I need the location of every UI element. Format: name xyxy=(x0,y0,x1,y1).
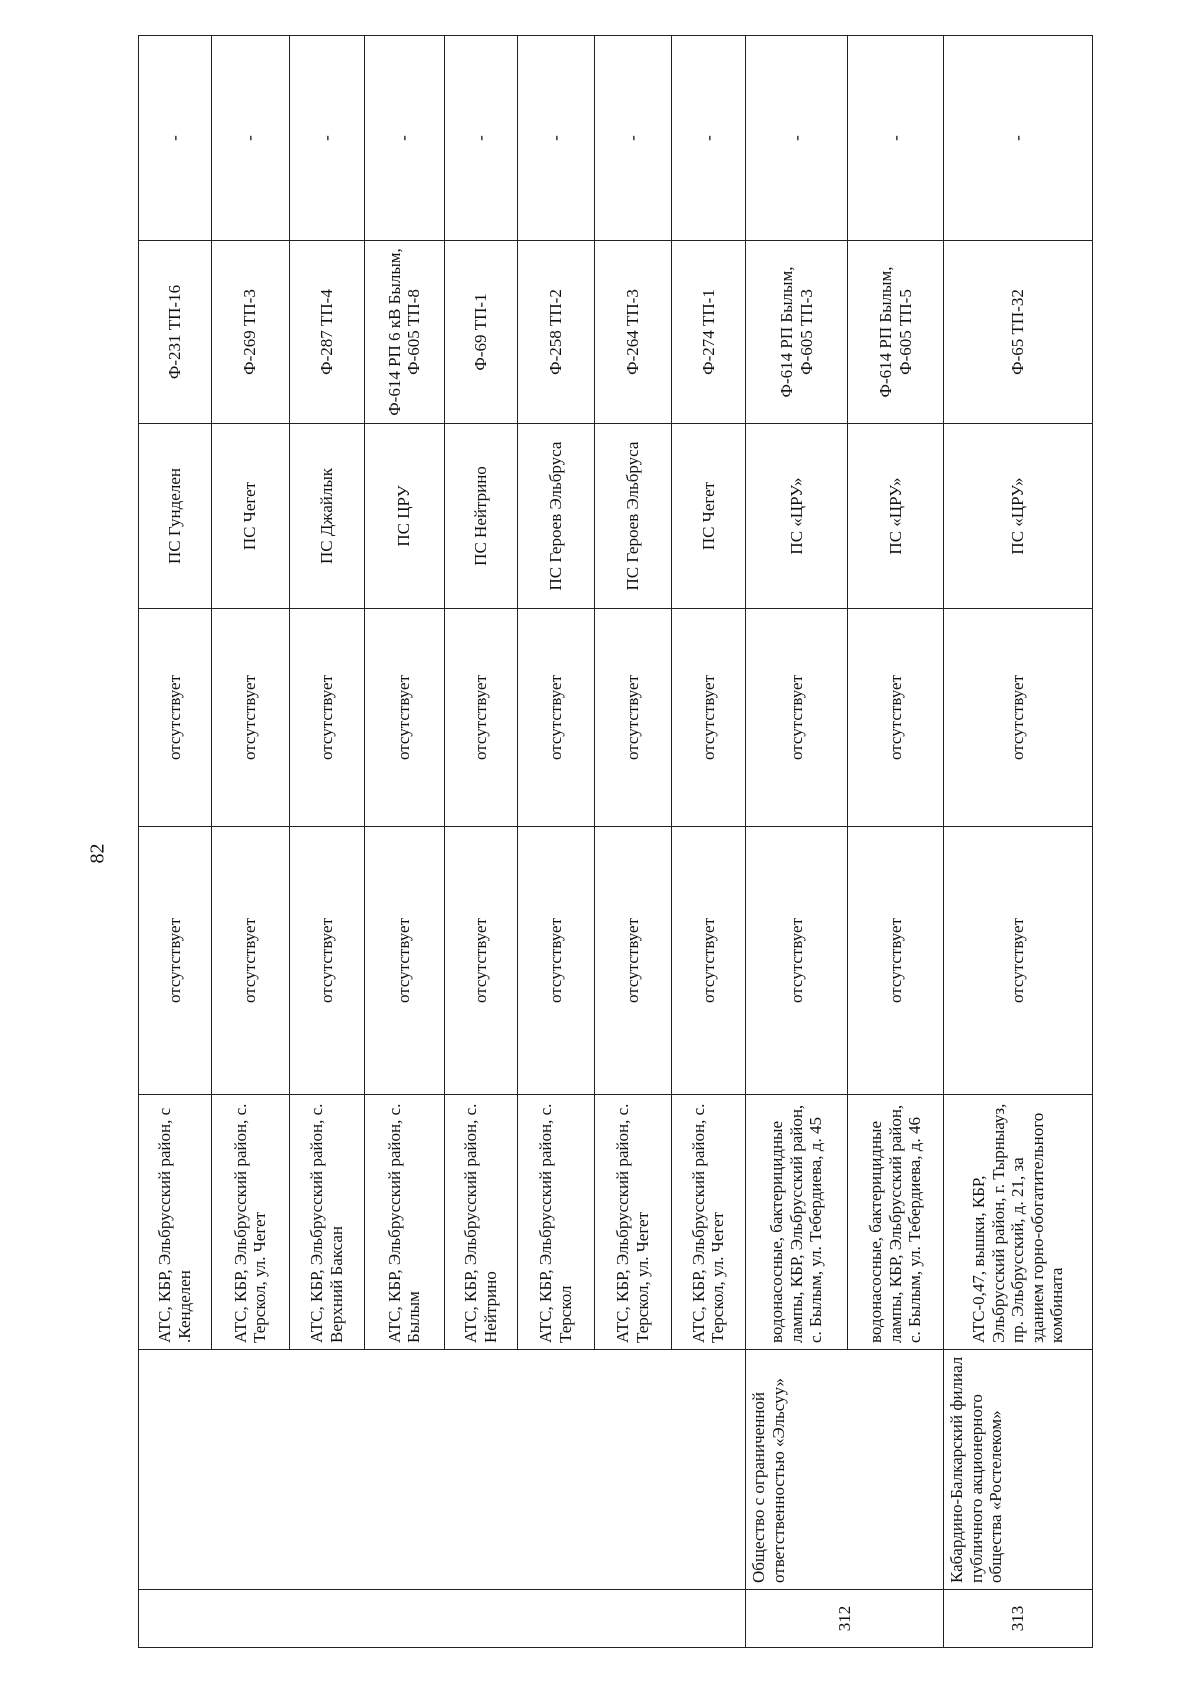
organization-cell: Общество с ограниченной ответственностью «Эльсуу» xyxy=(746,1350,944,1590)
feeder-cell: Ф-264 ТП-3 xyxy=(594,241,671,424)
feeder-cell: Ф-614 РП Былым, Ф-605 ТП-3 xyxy=(746,241,848,424)
address-cell: АТС-0,47, вышки, КБР, Эльбрусский район, г. Тырныауз, пр. Эльбрусский, д. 21, за зданием горно-обогатительного комбината xyxy=(944,1095,1093,1350)
feeder-cell: Ф-614 РП Былым, Ф-605 ТП-5 xyxy=(848,241,944,424)
dash-cell: - xyxy=(289,36,364,241)
data-table xyxy=(138,35,1093,1648)
address-cell: водонасосные, бактерицидные лампы, КБР, Эльбрусский район, с. Былым, ул. Тебердиева, д. 45 xyxy=(746,1095,848,1350)
dash-cell: - xyxy=(944,36,1093,241)
status-cell: отсутствует xyxy=(746,609,848,827)
table-row xyxy=(746,36,848,1648)
status-cell: отсутствует xyxy=(444,609,517,827)
status-cell: отсутствует xyxy=(211,609,289,827)
dash-cell: - xyxy=(211,36,289,241)
status-cell: отсутствует xyxy=(444,827,517,1095)
dash-cell: - xyxy=(517,36,594,241)
substation-cell: ПС ЦРУ xyxy=(364,424,444,609)
substation-cell: ПС Джайлык xyxy=(289,424,364,609)
dash-cell: - xyxy=(671,36,746,241)
table-row xyxy=(944,36,1093,1648)
feeder-cell: Ф-231 ТП-16 xyxy=(139,241,212,424)
status-cell: отсутствует xyxy=(944,827,1093,1095)
organization-cell xyxy=(139,1350,746,1590)
status-cell: отсутствует xyxy=(364,827,444,1095)
substation-cell: ПС Чегет xyxy=(211,424,289,609)
dash-cell: - xyxy=(746,36,848,241)
status-cell: отсутствует xyxy=(746,827,848,1095)
feeder-cell: Ф-269 ТП-3 xyxy=(211,241,289,424)
status-cell: отсутствует xyxy=(364,609,444,827)
feeder-cell: Ф-614 РП 6 кВ Былым, Ф-605 ТП-8 xyxy=(364,241,444,424)
status-cell: отсутствует xyxy=(517,827,594,1095)
status-cell: отсутствует xyxy=(594,827,671,1095)
substation-cell: ПС «ЦРУ» xyxy=(746,424,848,609)
status-cell: отсутствует xyxy=(289,827,364,1095)
feeder-cell: Ф-69 ТП-1 xyxy=(444,241,517,424)
feeder-cell: Ф-65 ТП-32 xyxy=(944,241,1093,424)
dash-cell: - xyxy=(139,36,212,241)
address-cell: АТС, КБР, Эльбрусский район, с. Терскол, ул. Чегет xyxy=(594,1095,671,1350)
address-cell: АТС, КБР, Эльбрусский район, с. Терскол, ул. Чегет xyxy=(211,1095,289,1350)
address-cell: водонасосные, бактерицидные лампы, КБР, Эльбрусский район, с. Былым, ул. Тебердиева, д. 46 xyxy=(848,1095,944,1350)
page-number: 82 xyxy=(86,843,109,864)
status-cell: отсутствует xyxy=(944,609,1093,827)
address-cell: АТС, КБР, Эльбрусский район, с. Терскол xyxy=(517,1095,594,1350)
status-cell: отсутствует xyxy=(289,609,364,827)
status-cell: отсутствует xyxy=(848,609,944,827)
feeder-cell: Ф-287 ТП-4 xyxy=(289,241,364,424)
substation-cell: ПС Героев Эльбруса xyxy=(517,424,594,609)
substation-cell: ПС «ЦРУ» xyxy=(944,424,1093,609)
address-cell: АТС, КБР, Эльбрусский район, с. Былым xyxy=(364,1095,444,1350)
row-number-cell: 312 xyxy=(746,1590,944,1648)
status-cell: отсутствует xyxy=(517,609,594,827)
address-cell: АТС, КБР, Эльбрусский район, с. Верхний Баксан xyxy=(289,1095,364,1350)
dash-cell: - xyxy=(594,36,671,241)
feeder-cell: Ф-274 ТП-1 xyxy=(671,241,746,424)
address-cell: АТС, КБР, Эльбрусский район, с. Терскол, ул. Чегет xyxy=(671,1095,746,1350)
status-cell: отсутствует xyxy=(848,827,944,1095)
status-cell: отсутствует xyxy=(211,827,289,1095)
row-number-cell xyxy=(139,1590,746,1648)
feeder-cell: Ф-258 ТП-2 xyxy=(517,241,594,424)
substation-cell: ПС Нейтрино xyxy=(444,424,517,609)
dash-cell: - xyxy=(364,36,444,241)
table-container xyxy=(138,36,1093,1648)
table-row xyxy=(139,36,212,1648)
substation-cell: ПС Героев Эльбруса xyxy=(594,424,671,609)
organization-cell: Кабардино-Балкарский филиал публичного акционерного общества «Ростелеком» xyxy=(944,1350,1093,1590)
substation-cell: ПС Чегет xyxy=(671,424,746,609)
substation-cell: ПС «ЦРУ» xyxy=(848,424,944,609)
substation-cell: ПС Гунделен xyxy=(139,424,212,609)
row-number-cell: 313 xyxy=(944,1590,1093,1648)
status-cell: отсутствует xyxy=(139,609,212,827)
address-cell: АТС, КБР, Эльбрусский район, с. Нейтрино xyxy=(444,1095,517,1350)
address-cell: АТС, КБР, Эльбрусский район, с .Кенделен xyxy=(139,1095,212,1350)
status-cell: отсутствует xyxy=(671,827,746,1095)
dash-cell: - xyxy=(444,36,517,241)
dash-cell: - xyxy=(848,36,944,241)
status-cell: отсутствует xyxy=(594,609,671,827)
status-cell: отсутствует xyxy=(139,827,212,1095)
status-cell: отсутствует xyxy=(671,609,746,827)
